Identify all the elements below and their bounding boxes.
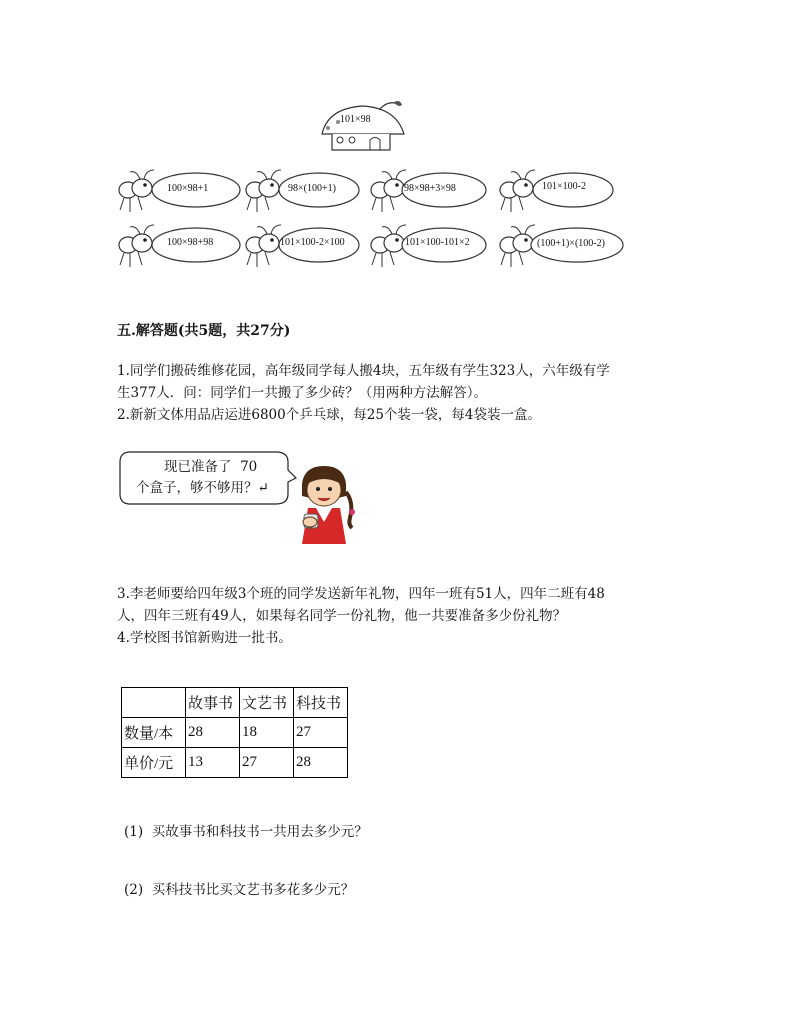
ant-expression: (100+1)×(100-2) <box>537 238 605 249</box>
table-cell: 数量/本 <box>122 718 186 748</box>
table-cell: 28 <box>186 718 240 748</box>
ant-icon <box>116 223 246 273</box>
table-header-cell: 文艺书 <box>240 688 294 718</box>
question-1 <box>117 360 687 404</box>
table-header-cell <box>122 688 186 718</box>
speech-bubble-line-2: 个盒子，够不够用？↵ <box>136 480 269 496</box>
ant-card <box>368 168 498 218</box>
speech-bubble <box>118 450 298 506</box>
ant-card <box>243 168 373 218</box>
question-1-line-1: 1.同学们搬砖维修花园，高年级同学每人搬4块，五年级有学生323人，六年级有学 <box>117 363 610 379</box>
ant-card <box>368 223 498 273</box>
table-cell: 13 <box>186 748 240 778</box>
question-2: 2.新新文体用品店运进6800个乒乓球，每25个装一袋，每4袋装一盒。 <box>117 407 542 423</box>
table-cell: 27 <box>294 718 348 748</box>
mushroom-illustration <box>318 100 408 155</box>
ant-card <box>116 223 246 273</box>
ant-icon <box>368 223 498 273</box>
table-row <box>122 718 348 748</box>
table-header-cell: 科技书 <box>294 688 348 718</box>
speech-bubble-line-1: 现已准备了 70 <box>164 459 258 475</box>
table-cell: 28 <box>294 748 348 778</box>
ant-card <box>243 223 373 273</box>
table-cell: 27 <box>240 748 294 778</box>
ant-icon <box>497 168 627 218</box>
ant-expression: 100×98+98 <box>167 237 214 248</box>
ant-expression: 100×98+1 <box>167 183 209 194</box>
question-3-line-1: 3.李老师要给四年级3个班的同学发送新年礼物，四年一班有51人，四年二班有48 <box>117 586 605 602</box>
books-table <box>121 687 348 778</box>
sub-question-1: (1) 买故事书和科技书一共用去多少元？ <box>124 824 368 840</box>
table-cell: 18 <box>240 718 294 748</box>
section-title: 五.解答题(共5题，共27分) <box>117 323 291 339</box>
ant-expression: 101×100-2 <box>542 181 586 192</box>
question-1-line-2: 生377人．问：同学们一共搬了多少砖？（用两种方法解答）。 <box>117 385 488 401</box>
ant-icon <box>243 223 373 273</box>
ant-card <box>116 168 246 218</box>
table-header-cell: 故事书 <box>186 688 240 718</box>
ant-expression: 101×100-2×100 <box>280 237 345 248</box>
ant-card <box>497 168 627 218</box>
ant-expression: 101×100-101×2 <box>405 237 470 248</box>
mushroom-expression: 101×98 <box>340 114 371 125</box>
question-3-line-2: 人，四年三班有49人，如果每名同学一份礼物，他一共要准备多少份礼物？ <box>117 608 567 624</box>
sub-question-2: (2) 买科技书比买文艺书多花多少元？ <box>124 882 355 898</box>
ant-expression: 98×98+3×98 <box>404 183 456 194</box>
table-cell: 单价/元 <box>122 748 186 778</box>
girl-illustration <box>288 462 360 546</box>
table-header-row <box>122 688 348 718</box>
table-row <box>122 748 348 778</box>
question-4: 4.学校图书馆新购进一批书。 <box>117 630 292 646</box>
question-3 <box>117 583 687 627</box>
ant-card <box>497 223 627 273</box>
ant-expression: 98×(100+1) <box>288 183 336 194</box>
